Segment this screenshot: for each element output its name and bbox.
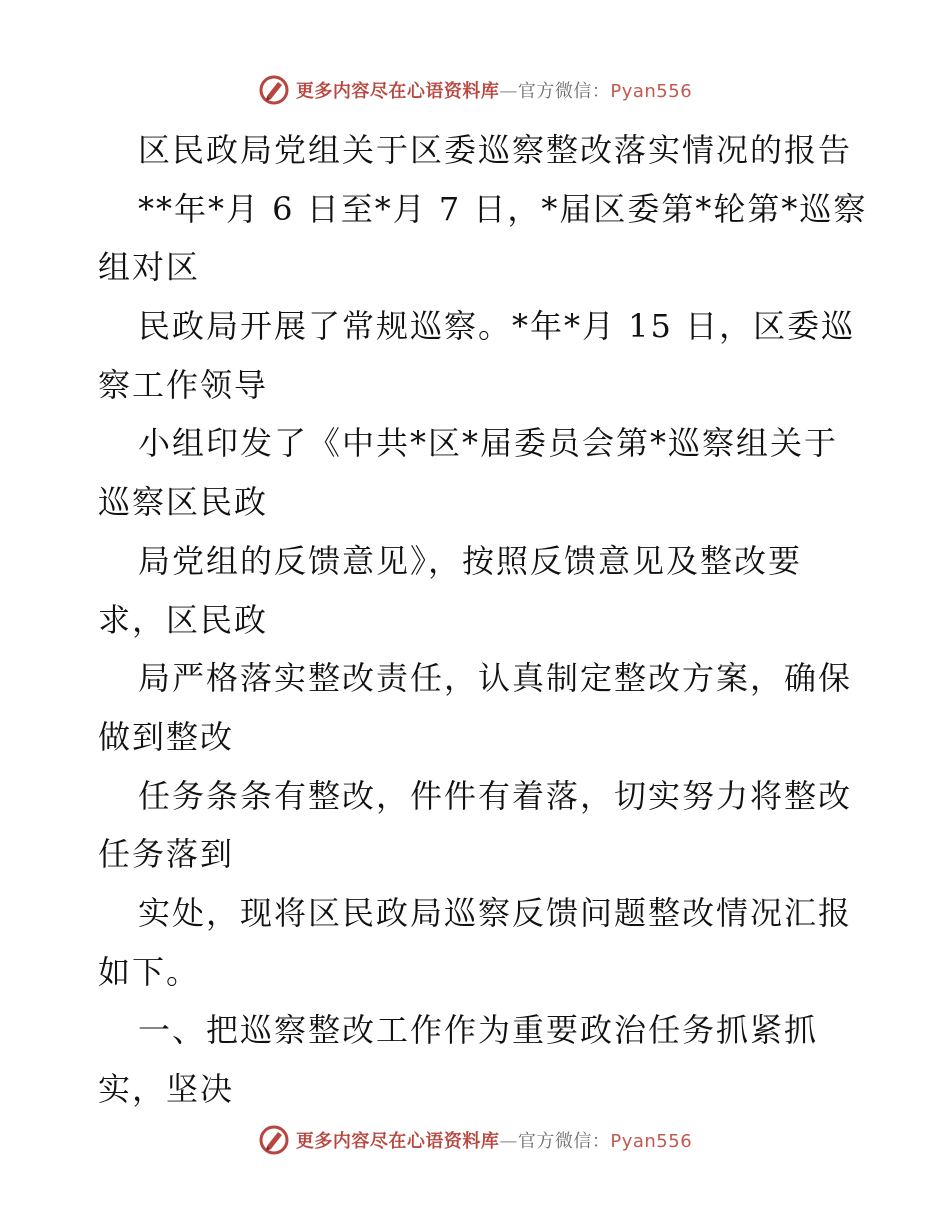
paragraph-line: 民政局开展了常规巡察。*年*月 15 日，区委巡 [138, 307, 856, 346]
paragraph-line: **年*月 6 日至*月 7 日，*届区委第*轮第*巡察 [138, 189, 868, 228]
paragraph-line: 察工作领导 [98, 365, 269, 404]
paragraph-line: 局党组的反馈意见》，按照反馈意见及整改要 [138, 541, 803, 580]
banner-text [296, 77, 692, 103]
section-heading-line: 一、把巡察整改工作作为重要政治任务抓紧抓 [138, 1011, 819, 1050]
banner-wechat-id: Pyan556 [610, 1131, 693, 1152]
banner-brand: 更多内容尽在心语资料库 [295, 1131, 500, 1152]
banner-wechat-id: Pyan556 [610, 81, 693, 102]
paragraph-line: 任务条条有整改，件件有着落，切实努力将整改 [138, 776, 853, 815]
footer-banner [0, 1120, 950, 1160]
section-heading-line: 实，坚决 [98, 1070, 235, 1108]
paragraph-line: 任务落到 [98, 835, 235, 874]
pen-logo-icon [258, 74, 290, 106]
paragraph-line: 局严格落实整改责任，认真制定整改方案，确保 [138, 659, 853, 698]
paragraph-line: 小组印发了《中共*区*届委员会第*巡察组关于 [138, 424, 839, 463]
banner-wechat-label: 官方微信： [517, 1131, 611, 1152]
paragraph-line: 组对区 [98, 248, 201, 287]
paragraph-line: 如下。 [98, 952, 201, 991]
banner-wechat-label: 官方微信： [517, 81, 611, 102]
header-banner [0, 70, 950, 110]
banner-brand: 更多内容尽在心语资料库 [295, 81, 500, 102]
paragraph-line: 实处，现将区民政局巡察反馈问题整改情况汇报 [138, 893, 853, 932]
document-body [98, 121, 868, 1119]
paragraph-line: 巡察区民政 [98, 483, 269, 522]
pen-logo-icon [258, 1124, 290, 1156]
banner-separator: — [499, 1131, 518, 1152]
banner-text [296, 1127, 692, 1153]
paragraph-line: 求，区民政 [98, 600, 269, 639]
document-title: 区民政局党组关于区委巡察整改落实情况的报告 [138, 131, 853, 169]
banner-separator: — [499, 81, 518, 102]
paragraph-line: 做到整改 [98, 717, 235, 756]
